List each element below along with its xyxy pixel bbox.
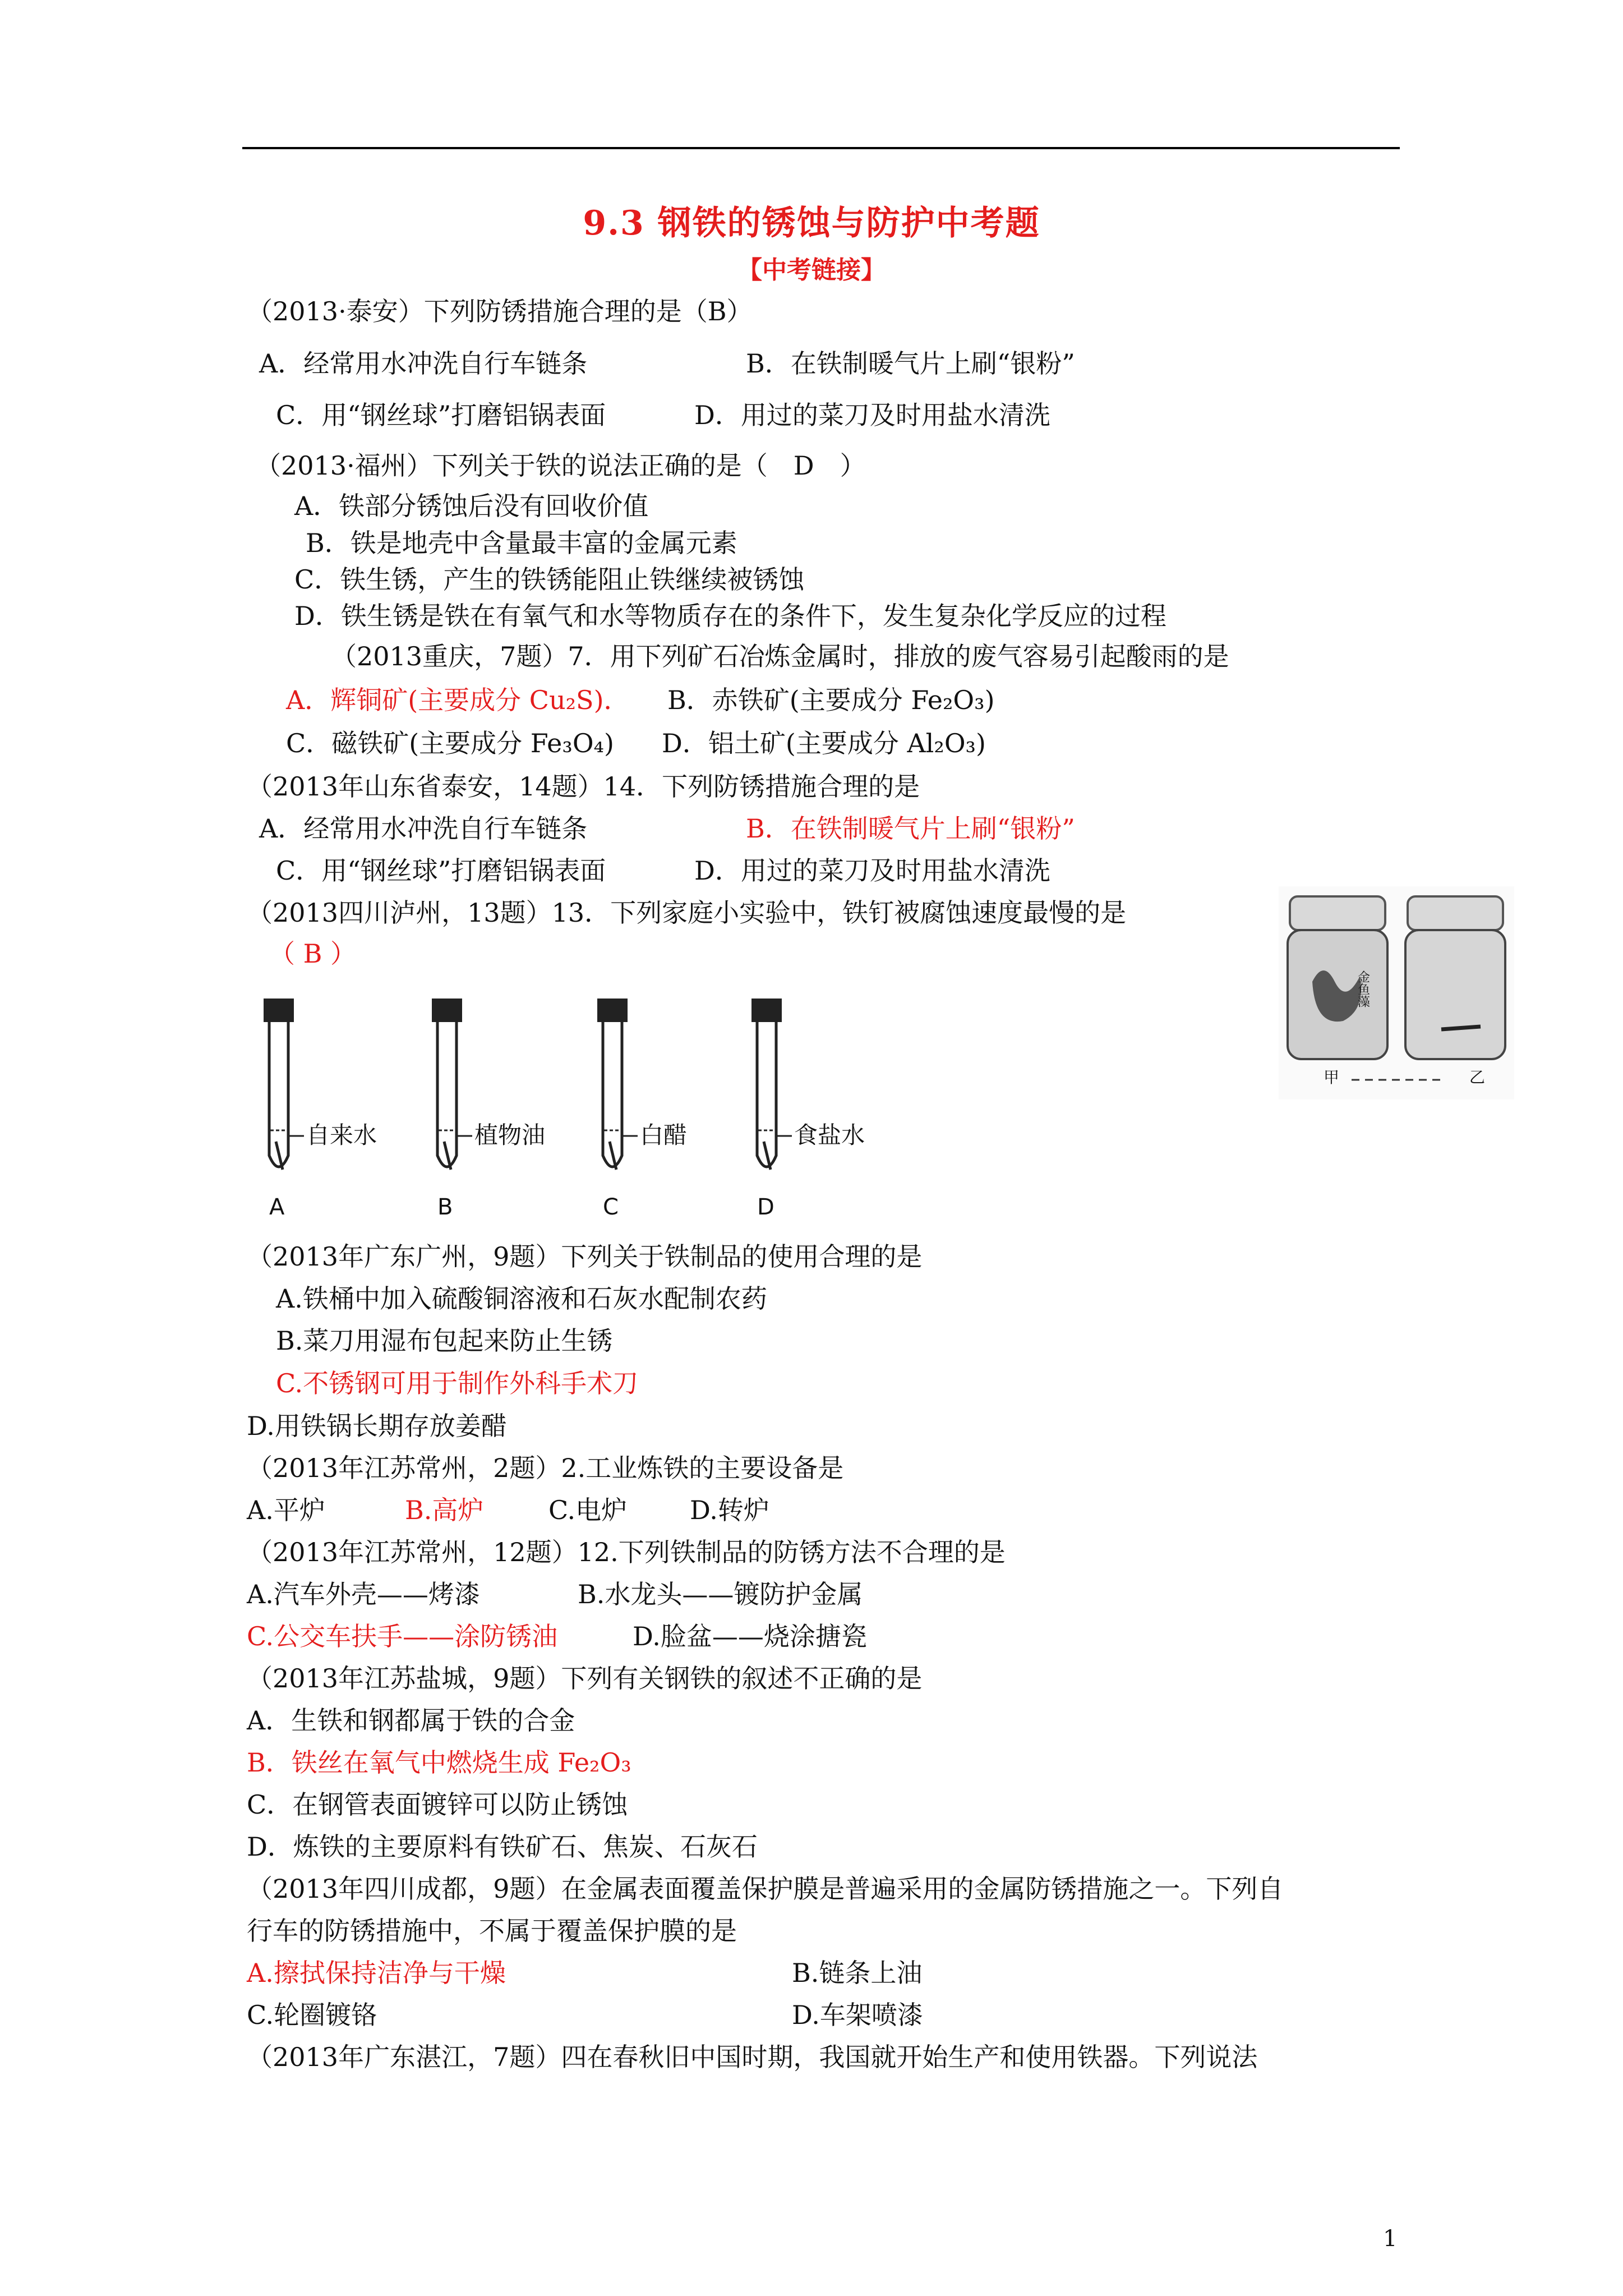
jar-left-label: 甲 bbox=[1324, 1068, 1340, 1087]
jar-right bbox=[1405, 896, 1505, 1087]
question-8-stem: （2013年江苏常州，12题）12.下列铁制品的防锈方法不合理的是 bbox=[247, 1537, 1006, 1567]
tube-b-liquid-label: 植物油 bbox=[474, 1121, 546, 1149]
question-8-option-a: A.汽车外壳——烤漆 bbox=[247, 1579, 480, 1609]
question-7-option-b: B.高炉 bbox=[405, 1495, 484, 1525]
question-5-answer: （ B ） bbox=[269, 938, 357, 969]
question-7-option-c: C.电炉 bbox=[548, 1495, 628, 1525]
question-1-option-a: A．经常用水冲洗自行车链条 bbox=[259, 348, 588, 379]
question-10-option-b: B.链条上油 bbox=[792, 1958, 923, 1988]
tube-d-liquid-label: 食盐水 bbox=[794, 1121, 865, 1149]
question-9-option-a: A．生铁和钢都属于铁的合金 bbox=[247, 1705, 575, 1736]
test-tube-c bbox=[597, 999, 687, 1220]
page-number: 1 bbox=[1383, 2226, 1398, 2252]
jar-figure bbox=[1279, 886, 1514, 1099]
test-tube-b bbox=[432, 999, 545, 1220]
question-9-stem: （2013年江苏盐城，9题）下列有关钢铁的叙述不正确的是 bbox=[247, 1663, 923, 1694]
question-10-option-a: A.擦拭保持洁净与干燥 bbox=[247, 1958, 506, 1988]
question-4-option-b: B．在铁制暖气片上刷“银粉” bbox=[746, 813, 1075, 844]
tube-b-letter: B bbox=[437, 1194, 453, 1220]
question-3-option-a: A．辉铜矿(主要成分 Cu₂S)． bbox=[286, 685, 630, 715]
question-2-stem: （2013·福州）下列关于铁的说法正确的是（ D ） bbox=[255, 450, 866, 481]
question-7-option-d: D.转炉 bbox=[690, 1495, 769, 1525]
test-tube-d bbox=[751, 999, 865, 1220]
question-2-option-c: C．铁生锈，产生的铁锈能阻止铁继续被锈蚀 bbox=[294, 564, 805, 595]
tube-a-letter: A bbox=[269, 1194, 285, 1220]
question-10-stem-line-1: （2013年四川成都，9题）在金属表面覆盖保护膜是普遍采用的金属防锈措施之一。下列自 bbox=[247, 1874, 1284, 1904]
question-2-option-b: B．铁是地壳中含量最丰富的金属元素 bbox=[306, 528, 737, 558]
tube-c-letter: C bbox=[603, 1194, 619, 1220]
tube-c-liquid-label: 白醋 bbox=[640, 1121, 688, 1149]
question-6-option-a: A.铁桶中加入硫酸铜溶液和石灰水配制农药 bbox=[276, 1283, 767, 1314]
jar-right-label: 乙 bbox=[1469, 1068, 1486, 1087]
question-4-option-a: A．经常用水冲洗自行车链条 bbox=[259, 813, 588, 844]
header-rule bbox=[242, 147, 1400, 149]
test-tube-figure bbox=[252, 987, 925, 1223]
question-2-option-d: D．铁生锈是铁在有氧气和水等物质存在的条件下，发生复杂化学反应的过程 bbox=[294, 601, 1166, 631]
question-6-option-c: C.不锈钢可用于制作外科手术刀 bbox=[276, 1368, 639, 1398]
section-subtitle: 【中考链接】 bbox=[737, 256, 886, 284]
question-1-option-b: B．在铁制暖气片上刷“银粉” bbox=[746, 348, 1075, 379]
question-2-option-a: A．铁部分锈蚀后没有回收价值 bbox=[294, 491, 649, 521]
question-7-stem: （2013年江苏常州，2题）2.工业炼铁的主要设备是 bbox=[247, 1453, 844, 1483]
question-6-stem: （2013年广东广州，9题）下列关于铁制品的使用合理的是 bbox=[247, 1241, 923, 1272]
tube-d-letter: D bbox=[757, 1194, 774, 1220]
question-3-option-c: C．磁铁矿(主要成分 Fe₃O₄) bbox=[286, 728, 614, 758]
question-3-option-d: D．铝土矿(主要成分 Al₂O₃) bbox=[662, 728, 986, 758]
page-title: 9.3 钢铁的锈蚀与防护中考题 bbox=[583, 204, 1040, 243]
question-11-stem: （2013年广东湛江，7题）四在春秋旧中国时期，我国就开始生产和使用铁器。下列说法 bbox=[247, 2042, 1258, 2072]
question-4-option-c: C．用“钢丝球”打磨铝锅表面 bbox=[276, 855, 606, 886]
question-6-option-b: B.菜刀用湿布包起来防止生锈 bbox=[276, 1326, 613, 1356]
question-9-option-c: C．在钢管表面镀锌可以防止锈蚀 bbox=[247, 1789, 628, 1820]
question-1-option-c: C．用“钢丝球”打磨铝锅表面 bbox=[276, 400, 606, 430]
question-4-option-d: D．用过的菜刀及时用盐水清洗 bbox=[694, 855, 1050, 886]
question-1-stem: （2013·泰安）下列防锈措施合理的是（B） bbox=[247, 296, 753, 326]
question-8-option-b: B.水龙头——镀防护金属 bbox=[578, 1579, 863, 1609]
tube-a-liquid-label: 自来水 bbox=[306, 1121, 377, 1149]
question-4-stem: （2013年山东省泰安，14题）14．下列防锈措施合理的是 bbox=[247, 771, 920, 802]
question-3-option-b: B．赤铁矿(主要成分 Fe₂O₃) bbox=[667, 685, 995, 715]
question-10-option-d: D.车架喷漆 bbox=[792, 2000, 923, 2030]
question-9-option-b: B．铁丝在氧气中燃烧生成 Fe₂O₃ bbox=[247, 1747, 631, 1778]
question-3-stem: （2013重庆，7题）7．用下列矿石冶炼金属时，排放的废气容易引起酸雨的是 bbox=[331, 641, 1229, 671]
question-8-option-d: D.脸盆——烧涂搪瓷 bbox=[633, 1621, 867, 1651]
jar-plant-label: 金鱼藻 bbox=[1355, 970, 1370, 1007]
question-5-stem: （2013四川泸州，13题）13．下列家庭小实验中，铁钉被腐蚀速度最慢的是 bbox=[247, 898, 1127, 928]
test-tube-a bbox=[264, 999, 377, 1220]
question-7-option-a: A.平炉 bbox=[247, 1495, 325, 1525]
question-1-option-d: D．用过的菜刀及时用盐水清洗 bbox=[694, 400, 1050, 430]
question-6-option-d: D.用铁锅长期存放姜醋 bbox=[247, 1411, 507, 1441]
question-10-option-c: C.轮圈镀铬 bbox=[247, 2000, 377, 2030]
question-8-option-c: C.公交车扶手——涂防锈油 bbox=[247, 1621, 558, 1651]
jar-left bbox=[1288, 896, 1387, 1087]
question-9-option-d: D．炼铁的主要原料有铁矿石、焦炭、石灰石 bbox=[247, 1832, 758, 1862]
question-10-stem-line-2: 行车的防锈措施中，不属于覆盖保护膜的是 bbox=[247, 1916, 737, 1946]
